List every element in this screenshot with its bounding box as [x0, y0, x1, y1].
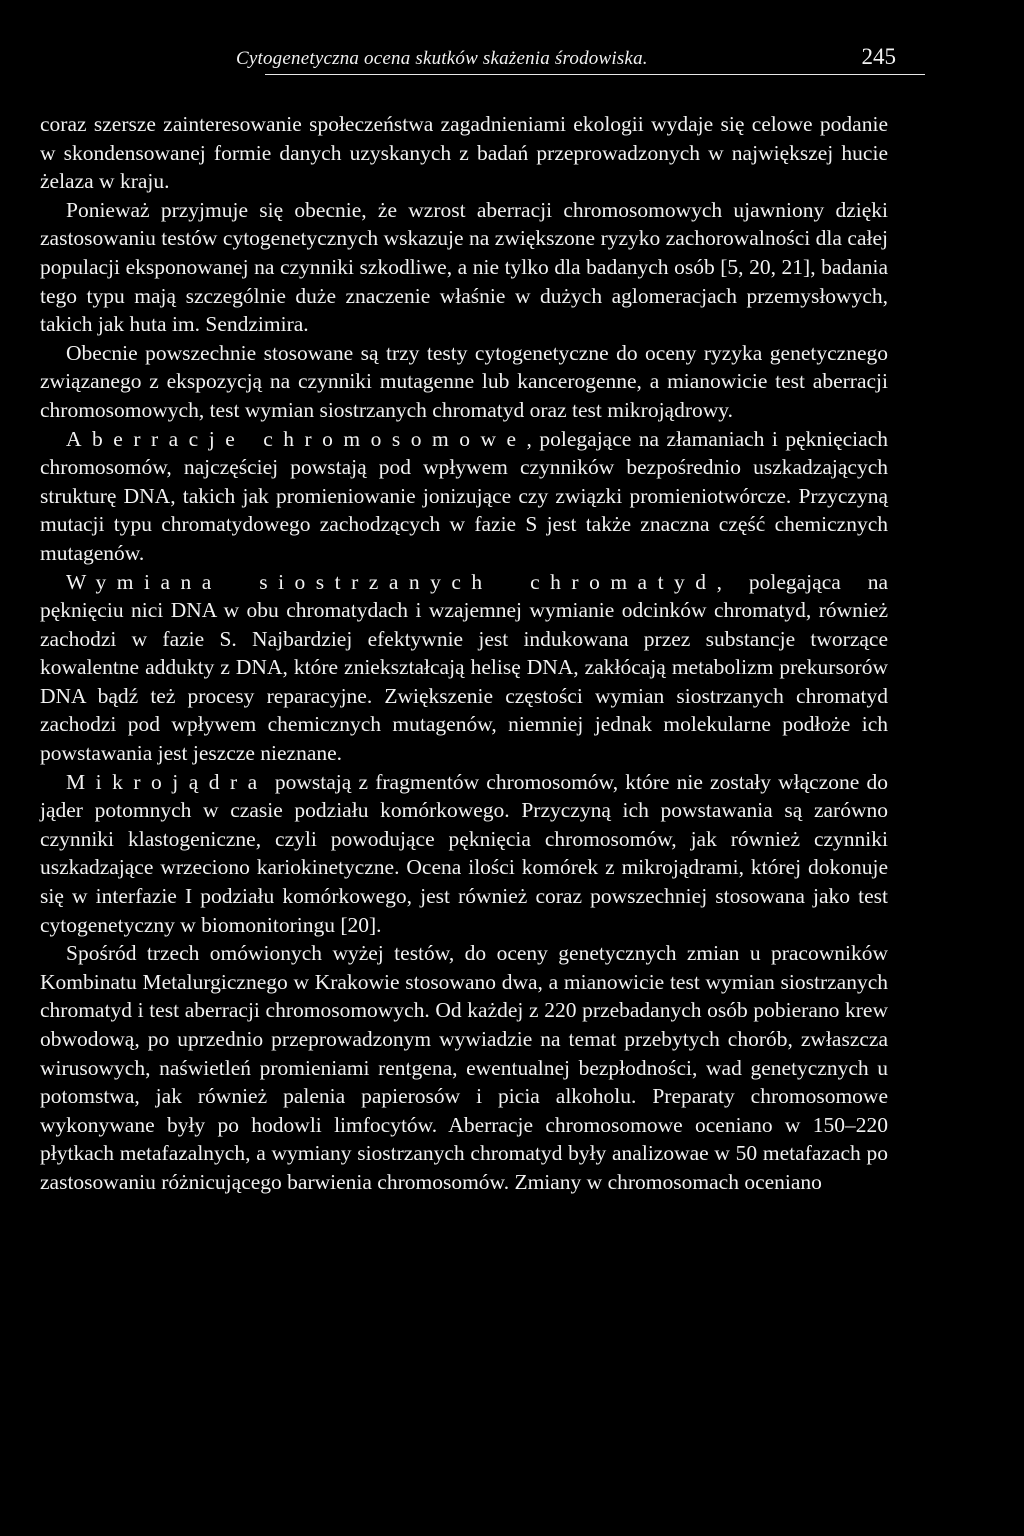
- paragraph-cytogenetic-tests: Obecnie powszechnie stosowane są trzy testy cytogenetyczne do oceny ryzyka genetycznego związanego z ekspozycją na czynniki mutagenne lub kancerogenne, a mianowicie test aberracji chromosomowych, test wymian siostrzanych chromatyd oraz test mikrojądrowy.: [40, 340, 888, 422]
- paragraph-micronuclei: [40, 768, 888, 940]
- body-text: [40, 110, 888, 1197]
- paragraph-methods: Spośród trzech omówionych wyżej testów, do oceny genetycznych zmian u pracowników Kombinatu Metalurgicznego w Krakowie stosowano dwa, a mianowicie test wymian siostrzanych chromatyd i test aberracji chromosomowych. Od każdej z 220 przebadanych osób pobierano krew obwodową, po uprzednio przeprowadzonym wywiadzie na temat przebytych chorób, zwłaszcza wirusowych, naświetleń promieniami rentgena, ewentualnej bezpłodności, wad genetycznych u potomstwa, jak również palenia papierosów i picia alkoholu. Preparaty chromosomowe wykonywane były po hodowli limfocytów. Aberracje chromosomowe oceniano w 150–220 płytkach metafazalnych, a wymiany siostrzanych chromatyd były analizowae w 50 metafazach po zastosowaniu różnicującego barwienia chromosomów. Zmiany w chromosomach oceniano: [40, 941, 888, 1194]
- paragraph-continuation: coraz szersze zainteresowanie społeczeństwa zagadnieniami ekologii wydaje się celowe podanie w skondensowanej formie danych uzyskanych z badań przeprowadzonych w największej hucie żelaza w kraju.: [40, 112, 888, 194]
- term-micronuclei: Mikrojądra: [66, 769, 268, 794]
- paragraph-aberrations: [40, 425, 888, 568]
- paragraph-sce: [40, 568, 888, 768]
- paragraph-chromosome-aberrations-risk: Ponieważ przyjmuje się obecnie, że wzrost aberracji chromosomowych ujawniony dzięki zastosowaniu testów cytogenetycznych wskazuje na zwiększone ryzyko zachorowalności dla całej populacji eksponowanej na czynniki szkodliwe, a nie tylko dla badanych osób [5, 20, 21], badania tego typu mają szczególnie duże znaczenie właśnie w dużych aglomeracjach przemysłowych, takich jak huta im. Sendzimira.: [40, 197, 888, 337]
- paragraph-sce-text: , polegająca na pęknięciu nici DNA w obu chromatydach i wzajemnej wymianie odcinków chromatyd, również zachodzi w fazie S. Najbardziej efektywnie jest indukowana przez substancje tworzące kowalentne addukty z DNA, które zniekształcają helisę DNA, zakłócają metabolizm prekursorów DNA bądź też procesy reparacyjne. Zwiększenie częstości wymian siostrzanych chromatyd zachodzi pod wpływem chemicznych mutagenów, niemniej jednak molekularne podłoże ich powstawania jest jeszcze nieznane.: [40, 569, 888, 766]
- paragraph-micronuclei-text: powstają z fragmentów chromosomów, które nie zostały włączone do jąder potomnych w czasie podziału komórkowego. Przyczyną ich powstawania są zarówno czynniki klastogeniczne, czyli powodujące pęknięcia chromosomów, jak również czynniki uszkadzające wrzeciono kariokinetyczne. Ocena ilości komórek z mikrojądrami, której dokonuje się w interfazie I podziału komórkowego, jest również coraz powszechniej stosowana jako test cytogenetyczny w biomonitoringu [20].: [40, 769, 888, 937]
- term-aberrations: Aberracje chromosomowe: [66, 426, 527, 451]
- running-title: Cytogenetyczna ocena skutków skażenia środowiska.: [236, 48, 648, 69]
- running-header: [40, 44, 896, 80]
- header-rule: [265, 74, 925, 75]
- page-number: 245: [861, 44, 896, 69]
- paragraph-aberrations-text: , polegające na złamaniach i pęknięciach chromosomów, najczęściej powstają pod wpływem czynników bezpośrednio uszkadzających strukturę DNA, takich jak promieniowanie jonizujące czy związki promieniotwórcze. Przyczyną mutacji typu chromatydowego zachodzących w fazie S jest także znaczna część chemicznych mutagenów.: [40, 426, 888, 565]
- term-sce: Wymiana siostrzanych chromatyd: [66, 569, 717, 594]
